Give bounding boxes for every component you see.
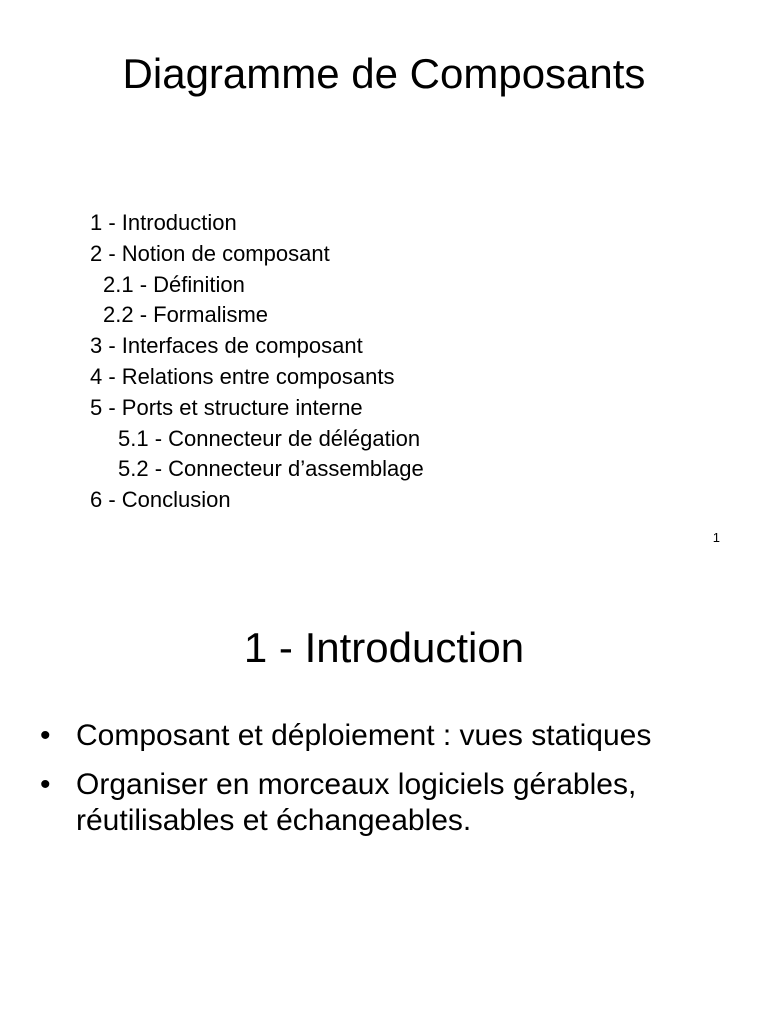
bullet-text: Organiser en morceaux logiciels gérables, réutilisables et échangeables. — [76, 768, 637, 837]
toc-item: 3 - Interfaces de composant — [90, 333, 363, 359]
toc-item: 6 - Conclusion — [90, 487, 231, 513]
slide-title: Diagramme de Composants — [122, 50, 646, 97]
bullet-item — [40, 767, 740, 839]
slide-title: 1 - Introduction — [243, 624, 525, 671]
toc-item: 2 - Notion de composant — [90, 240, 330, 266]
toc-subitem: 2.1 - Définition — [103, 271, 245, 297]
toc-item: 5 - Ports et structure interne — [90, 394, 363, 420]
toc-subitem: 5.1 - Connecteur de délégation — [118, 425, 421, 451]
bullet-text: Composant et déploiement : vues statiques — [76, 719, 652, 752]
bullet-icon: • — [40, 768, 51, 801]
slide-2 — [0, 562, 768, 1024]
toc-subitem: 5.2 - Connecteur d’assemblage — [118, 456, 424, 482]
toc-item: 1 - Introduction — [90, 210, 237, 235]
bullet-icon: • — [40, 719, 51, 752]
page-number: 1 — [712, 530, 720, 545]
bullet-item — [40, 718, 740, 754]
toc-subitem: 2.2 - Formalisme — [103, 302, 269, 328]
toc-item: 4 - Relations entre composants — [90, 363, 395, 389]
bullet-list — [40, 718, 740, 852]
table-of-contents — [90, 208, 424, 516]
